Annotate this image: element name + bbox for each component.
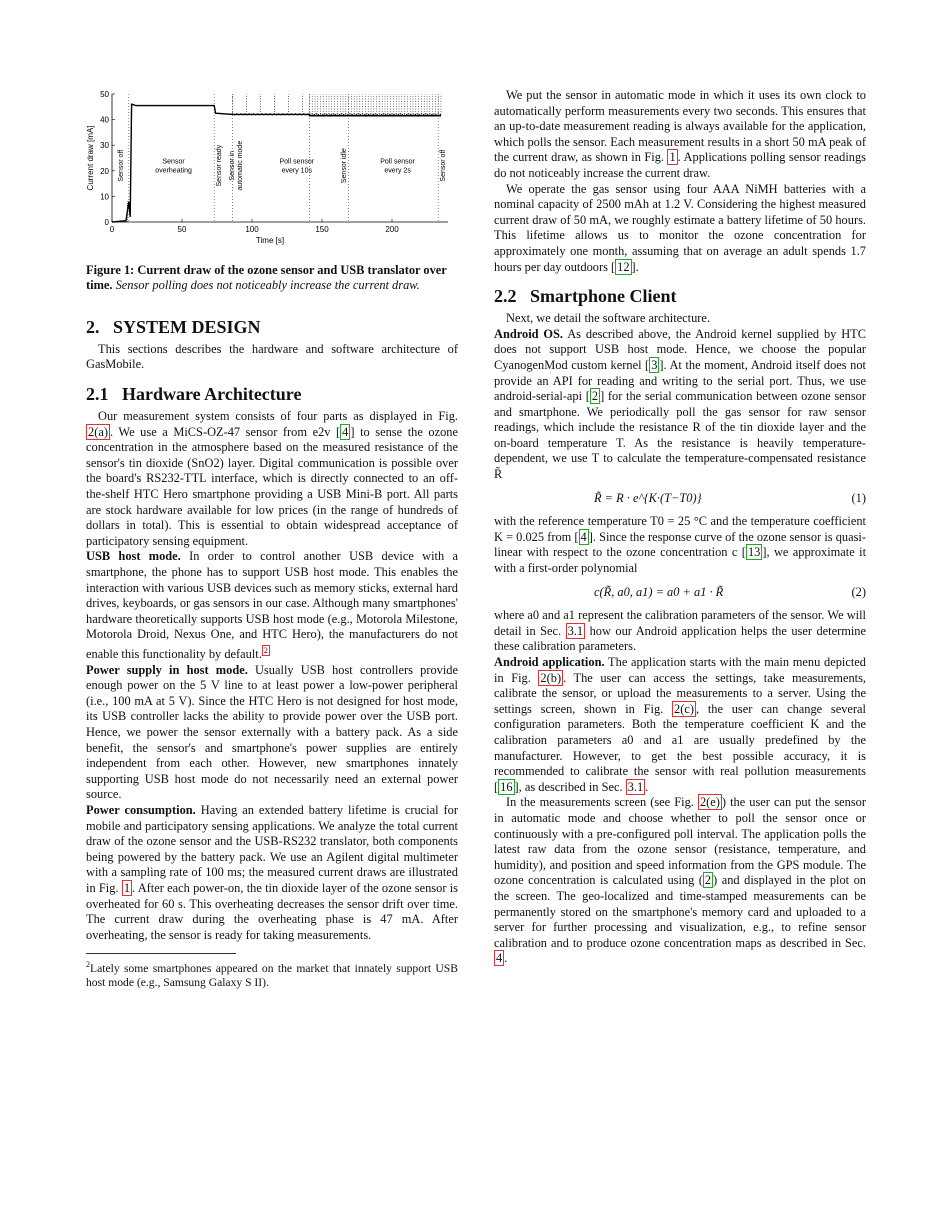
citation-link[interactable]: 16 <box>500 779 513 794</box>
hardware-paragraph: Our measurement system consists of four parts as displayed in Fig. 2(a) . We use a MiCS-OZ-47 sensor from e2v [ 4 ] to sense the ozone concentration in the atmosphere based on the measured resistance of the sensor's tin dioxide (SnO2) layer. Digital communication is possible over the board's RS232-TTL interface, which is directly connected to an off-the-shelf HTC Hero smartphone providing a USB Mini-B port. All parts are stock hardware available for low prices (in the range of hundreds of dollars in total). This is essential to obtain widespread acceptance of participatory sensing equipment. <box>86 408 458 548</box>
caption-bold: Figure 1: Current draw of the ozone sensor and USB translator over time. <box>86 262 447 293</box>
noise-point <box>253 113 254 114</box>
noise-point <box>270 113 271 114</box>
figure-ref-link[interactable]: 2(e) <box>699 795 720 810</box>
section-number: 2. <box>86 316 100 337</box>
footnote: $^2$Lately some smartphones appeared on the market that innately support USB host mode (e.g., Samsung Galaxy S II). <box>86 960 458 990</box>
noise-point <box>316 113 317 114</box>
noise-point <box>261 113 262 114</box>
section-heading <box>86 316 458 338</box>
noise-point <box>295 113 296 114</box>
noise-point <box>349 113 350 114</box>
noise-point <box>284 114 285 115</box>
equation-ref-link[interactable]: 2 <box>704 873 712 888</box>
noise-point <box>249 113 250 114</box>
noise-point <box>341 113 342 114</box>
figure-ref-link[interactable]: 2(b) <box>540 670 562 685</box>
power-supply-paragraph: Power supply in host mode. Usually USB host controllers provide enough power on the 5 V line to at least power a low-power peripheral (i.e., 100 mA at 5 V). Since the HTC Hero is not designed for host mode, its USB controller lacks the ability to provide power over the USB port. Hence, we power the sensor externally with a battery pack. As a side benefit, the sensor's and smartphone's power supplies are entirely independent from each other. However, new smartphones innately supporting USB host mode do not necessarily need an external power source. <box>86 662 458 802</box>
section-ref-link[interactable]: 3.1 <box>567 623 584 638</box>
calibration-paragraph: where a0 and a1 represent the calibration parameters of the sensor. We will detail in Sec. 3.1 how our Android application helps the user determine these calibration parameters. <box>494 608 866 654</box>
noise-point <box>234 114 235 115</box>
section-ref-link[interactable]: 3.1 <box>627 779 644 794</box>
noise-point <box>282 113 283 114</box>
paragraph-lead: USB host mode. <box>86 549 181 564</box>
figure-ref-link[interactable]: 1 <box>123 880 131 895</box>
footnote-ref-link[interactable]: 2 <box>263 645 268 655</box>
noise-point <box>297 114 298 115</box>
noise-point <box>278 113 279 114</box>
footnote-rule <box>86 953 236 954</box>
figure-ref-link[interactable]: 1 <box>669 150 676 165</box>
noise-point <box>299 113 300 114</box>
phase-annotation: Poll sensor every 10s <box>279 158 315 175</box>
section-intro: This sections describes the hardware and software architecture of GasMobile. <box>86 341 458 372</box>
noise-point <box>263 114 264 115</box>
citation-link[interactable]: 13 <box>747 545 761 560</box>
noise-point <box>240 113 241 114</box>
battery-paragraph: We operate the gas sensor using four AAA NiMH batteries with a nominal capacity of 2500 mAh at 1.2 V. Considering the highest measured current draw of 50 mA, we roughly estimate a battery lifetime of 50 hours. This lifetime allows us to monitor the ozone concentration for approximately one month, assuming that on average an adult spends 1.7 hours per day outdoors [ 12 ]. <box>494 181 866 274</box>
noise-point <box>425 113 426 114</box>
noise-point <box>265 113 266 114</box>
equation-expression: R̃ = R · e^{K·(T−T0)} <box>594 490 702 505</box>
y-tick-label: 20 <box>100 166 109 176</box>
noise-point <box>272 114 273 115</box>
equation-1 <box>494 491 866 507</box>
noise-point <box>324 113 325 114</box>
y-tick-label: 30 <box>100 141 109 151</box>
caption-italic: Sensor polling does not noticeably increase the current draw. <box>115 278 420 293</box>
x-axis-label: Time [s] <box>255 236 285 245</box>
y-tick-label: 0 <box>104 218 109 227</box>
software-intro: Next, we detail the software architecture. <box>506 311 711 326</box>
x-tick-label: 100 <box>245 225 259 234</box>
noise-point <box>267 114 268 115</box>
citation-link[interactable]: 12 <box>617 259 630 274</box>
subsection-title: Hardware Architecture <box>122 383 302 404</box>
noise-point <box>417 113 418 114</box>
section-ref-link[interactable]: 4 <box>496 951 503 966</box>
noise-point <box>291 113 292 114</box>
noise-point <box>293 114 294 115</box>
subsection-number: 2.1 <box>86 383 109 404</box>
citation-link[interactable]: 4 <box>342 424 349 439</box>
automatic-mode-paragraph: We put the sensor in automatic mode in which it uses its own clock to automatically perform measurements every two seconds. This ensures that an up-to-date measurement reading is always available for the application, which polls the sensor. Each measurement results in a short 50 mA peak of the current draw, as shown in Fig. 1 . Applications polling sensor readings do not noticeably increase the current draw. <box>494 88 866 180</box>
noise-point <box>375 113 376 114</box>
citation-link[interactable]: 3 <box>651 357 658 372</box>
phase-annotation: Sensor idle <box>340 148 348 184</box>
phase-annotation: Sensor off <box>118 149 126 182</box>
y-tick-label: 40 <box>100 115 109 125</box>
paragraph-lead: Power supply in host mode. <box>86 662 248 677</box>
phase-annotation: Sensor inautomatic mode <box>229 140 244 191</box>
noise-point <box>358 113 359 114</box>
phase-annotation: Sensor overheating <box>155 158 192 175</box>
noise-point <box>433 113 434 114</box>
noise-point <box>276 114 277 115</box>
phase-annotation: Sensor off <box>440 149 448 182</box>
noise-point <box>255 114 256 115</box>
noise-point <box>383 113 384 114</box>
y-tick-label: 10 <box>100 192 109 202</box>
section-title: SYSTEM DESIGN <box>113 316 261 337</box>
subsection-title: Smartphone Client <box>530 286 677 307</box>
y-axis-label: Current draw [mA] <box>86 125 95 191</box>
noise-point <box>391 113 392 114</box>
noise-point <box>305 114 306 115</box>
figure-caption <box>86 263 458 294</box>
citation-link[interactable]: 2 <box>591 389 599 404</box>
noise-point <box>257 113 258 114</box>
phase-annotation: Sensor ready <box>216 144 224 187</box>
equation-number: (1) <box>851 490 866 505</box>
paragraph-lead: Power consumption. <box>86 802 196 817</box>
noise-point <box>244 113 245 114</box>
phase-annotation: Poll sensor every 2s <box>380 158 415 175</box>
right-column <box>494 88 866 967</box>
left-column <box>86 88 458 990</box>
noise-point <box>236 113 237 114</box>
noise-point <box>280 114 281 115</box>
x-tick-label: 150 <box>315 225 329 234</box>
noise-point <box>333 113 334 114</box>
subsection-heading <box>494 285 866 307</box>
paragraph-lead: Android OS. <box>494 326 564 341</box>
x-tick-label: 200 <box>385 225 399 234</box>
y-tick-label: 50 <box>100 90 109 99</box>
android-os-paragraph: Android OS. As described above, the Android kernel supplied by HTC does not support USB host mode. Hence, we choose the popular CyanogenMod custom kernel [ 3 ]. At the moment, Android itself does not provide an API for reading and writing to the serial port. Thus, we use android-serial-api [ 2 ] for the serial communication between ozone sensor and smartphone. We periodically poll the gas sensor for raw sensor readings, which include the resistance R of the tin dioxide layer and the on-board temperature T. As the resistance is heavily temperature-dependent, we use T to calculate the temperature-compensated resistance R̃ <box>494 326 866 482</box>
equation-expression: c(R̃, a0, a1) = a0 + a1 · R̃ <box>594 584 724 599</box>
noise-point <box>251 114 252 115</box>
current-draw-chart <box>86 88 458 248</box>
measurements-paragraph: In the measurements screen (see Fig. 2(e) ) the user can put the sensor in automatic mode and choose whether to poll the sensor once or continuously with a pre-configured poll interval. The application polls the latest raw data from the ozone sensor (resistance, temperature, and humidity), and position and speed information from the GPS module. The ozone concentration is calculated using ( 2 ) and displayed in the plot on the screen. The geo-localized and time-stamped measurements can be permanently stored on the smartphone's memory card and uploaded to a server for further processing and visualization, e.g., to refine sensor calibration and to produce ozone concentration maps as described in Sec. 4 . <box>494 795 866 966</box>
noise-point <box>366 113 367 114</box>
noise-point <box>303 113 304 114</box>
equation-2 <box>494 585 866 601</box>
temperature-paragraph: with the reference temperature T0 = 25 °C and the temperature coefficient K = 0.025 from [ 4 ]. Since the response curve of the ozone sensor is quasi-linear with respect to the ozone concentration c [ 13 ], we approximate it with a first-order polynomial <box>494 514 867 576</box>
android-app-paragraph: Android application. The application starts with the main menu depicted in Fig. 2(b) . The user can access the settings, take measurements, calibrate the sensor, or upload the measurements to a server. Using the settings screen, shown in Fig. 2(c) , the user can change several configuration parameters. Both the temperature coefficient K and the calibration parameters a0 and a1 are usually predefined by the manufacturer. However, to get the best possible accuracy, it is recommended to calibrate the sensor with real pollution measurements [ 16 ], as described in Sec. 3.1 . <box>494 655 866 794</box>
figure-ref-link[interactable]: 2(c) <box>674 701 694 716</box>
paragraph-lead: Android application. <box>494 655 605 669</box>
equation-number: (2) <box>851 584 866 599</box>
noise-point <box>408 113 409 114</box>
x-tick-label: 50 <box>177 225 187 234</box>
subsection-heading <box>86 383 458 405</box>
x-tick-label: 0 <box>109 225 115 234</box>
noise-point <box>238 114 239 115</box>
noise-point <box>242 114 243 115</box>
power-consumption-paragraph: Power consumption. Having an extended battery lifetime is crucial for mobile and participatory sensing applications. We analyze the total current draw of the ozone sensor and the USB-RS232 translator, both components being powered by the battery pack. We use an Agilent digital multimeter with a sampling rate of 100 ms; the measured current draws are illustrated in Fig. 1 . After each power-on, the tin dioxide layer of the ozone sensor is overheated for 60 s. This overheating decreases the sensor drift over time. The current draw during the overheating phase is 47 mA. After overheating, the sensor is ready for taking measurements. <box>86 802 459 942</box>
figure-ref-link[interactable]: 2(a) <box>88 424 108 439</box>
noise-point <box>307 113 308 114</box>
usb-host-paragraph: USB host mode. In order to control another USB device with a smartphone, the phone has to support USB host mode. This enables the interaction with various USB devices such as memory sticks, external hard drives, keyboards, or gas sensors in our case. Although many smartphones' hardware theoretically supports USB host mode (e.g., Motorola Milestone, Motorola Droid, Nexus One, and HTC Hero), the manufacturers do not enable this functionality by default. $^2$ <box>86 549 458 661</box>
noise-point <box>400 113 401 114</box>
subsection-number: 2.2 <box>494 286 517 307</box>
noise-point <box>286 113 287 114</box>
citation-link[interactable]: 4 <box>580 529 587 544</box>
